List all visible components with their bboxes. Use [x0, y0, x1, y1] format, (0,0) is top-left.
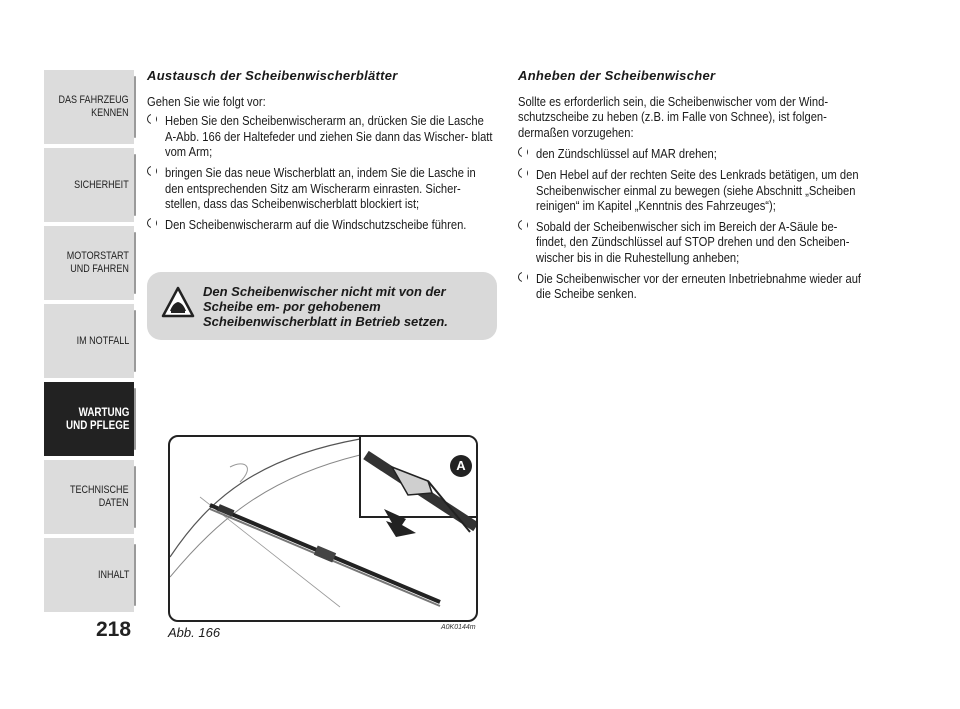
figure-wiper-illustration	[168, 435, 478, 622]
list-item: bringen Sie das neue Wischerblatt an, indem Sie die Lasche in den entsprechenden Sitz am Wischerarm einrasten. Sicher- stellen, dass das Scheibenwischerblatt blockiert ist;	[147, 165, 497, 212]
page-number: 218	[96, 618, 132, 641]
tab-das-fahrzeug-kennen[interactable]: DAS FAHRZEUG KENNEN	[44, 70, 134, 144]
bullet-icon	[518, 147, 528, 157]
bullet-icon	[147, 114, 157, 124]
list-item: Heben Sie den Scheibenwischerarm an, drücken Sie die Lasche A-Abb. 166 der Haltefeder und ziehen Sie dann das Wischer- blatt vom Arm;	[147, 113, 497, 160]
wiper-drawing	[170, 437, 476, 620]
bullet-icon	[147, 218, 157, 228]
bullet-icon	[147, 166, 157, 176]
bullet-icon	[518, 220, 528, 230]
bullet-icon	[518, 272, 528, 282]
tab-im-notfall[interactable]: IM NOTFALL	[44, 304, 134, 378]
left-column	[147, 68, 497, 237]
intro-text: Gehen Sie wie folgt vor:	[147, 93, 266, 109]
figure-caption: Abb. 166	[168, 625, 221, 640]
tab-inhalt[interactable]: INHALT	[44, 538, 134, 612]
list-item: Die Scheibenwischer vor der erneuten Inbetriebnahme wieder auf die Scheibe senken.	[518, 271, 868, 302]
warning-triangle-icon	[161, 286, 195, 318]
intro-text: Sollte es erforderlich sein, die Scheibenwischer vom der Wind- schutzscheibe zu heben (z.B. im Falle von Schnee), ist folgen- dermaßen vorzugehen:	[518, 93, 829, 140]
list-item: den Zündschlüssel auf MAR drehen;	[518, 146, 868, 162]
instruction-list	[518, 146, 868, 301]
instruction-list	[147, 113, 497, 232]
right-column	[518, 68, 868, 307]
section-heading-austausch: Austausch der Scheibenwischerblätter	[147, 68, 398, 83]
list-item: Den Hebel auf der rechten Seite des Lenkrads betätigen, um den Scheibenwischer einmal zu bewegen (siehe Abschnitt „Scheiben reinigen“ im Kapitel „Kenntnis des Fahrzeuges“);	[518, 167, 868, 214]
tab-sicherheit[interactable]: SICHERHEIT	[44, 148, 134, 222]
warning-text: Den Scheibenwischer nicht mit von der Scheibe em- por gehobenem Scheibenwischerblatt in Betrieb setzen.	[203, 284, 448, 329]
list-item: Sobald der Scheibenwischer sich im Bereich der A-Säule be- findet, den Zündschlüssel auf STOP drehen und den Scheiben- wischer bis in die Ruhestellung anheben;	[518, 219, 868, 266]
tab-technische-daten[interactable]: TECHNISCHE DATEN	[44, 460, 134, 534]
tab-wartung-und-pflege[interactable]: WARTUNG UND PFLEGE	[44, 382, 134, 456]
chapter-tabs	[44, 70, 134, 616]
bullet-icon	[518, 168, 528, 178]
warning-box	[147, 272, 497, 340]
section-heading-anheben: Anheben der Scheibenwischer	[518, 68, 716, 83]
callout-a: A	[450, 455, 472, 477]
list-item: Den Scheibenwischerarm auf die Windschutzscheibe führen.	[147, 217, 497, 233]
figure-code: A0K0144m	[441, 624, 476, 631]
tab-motorstart-und-fahren[interactable]: MOTORSTART UND FAHREN	[44, 226, 134, 300]
